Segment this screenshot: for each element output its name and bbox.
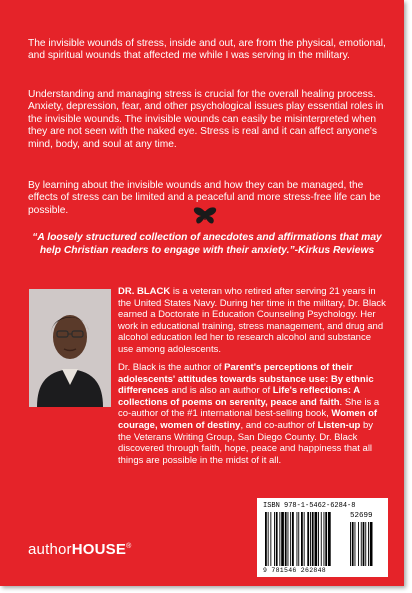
book-title-3: Women of courage, women of destiny	[118, 408, 378, 431]
price-code: 52699	[350, 512, 373, 520]
publisher-name-b: HOUSE	[71, 541, 127, 558]
isbn-number: ISBN 978-1-5462-6284-8	[263, 502, 356, 510]
synopsis-paragraph-3: By learning about the invisible wounds and how they can be managed, the effects of stress can be limited and a peaceful and more stress-free life can be possible.	[28, 180, 381, 216]
bio-text-e: by the Veterans Writing Group, San Diego County. Dr. Black discovered through faith, hope, peace and happiness that all things are possible in the midst of it all.	[118, 419, 374, 466]
bio-text-d: , and co-author of	[240, 419, 318, 431]
synopsis-paragraph-2: Understanding and managing stress is crucial for the overall healing process. Anxiety, depression, fear, and other psychological issues play essential roles in the invisible wounds. The invisible wounds can easily be misinterpreted when they are not seen with the naked eye. Stress is real and it can affect anyone's mind, body, and soul at any time.	[28, 89, 384, 150]
bio-text-c: . She is a co-author of the #1 international best-selling book,	[118, 396, 380, 420]
author-bio-paragraph-2	[118, 362, 386, 466]
synopsis-paragraph-1: The invisible wounds of stress, inside and out, are from the physical, emotional, and spiritual wounds that affected me while I was serving in the military.	[28, 38, 386, 62]
barcode-bars	[257, 498, 388, 577]
book-title-2: Life's reflections: A collections of poems on serenity, peace and faith	[118, 385, 360, 408]
author-photo	[29, 289, 111, 407]
butterfly-icon	[193, 207, 217, 225]
author-bio-text: is a veteran who retired after serving 21 years in the United States Navy. During her time in the military, Dr. Black earned a Doctorate in Education Counseling Psychology. Her work in educational training, stress management, and drug and alcohol education led her to research alcohol and substance use among adolescents.	[118, 286, 386, 355]
barcode-digits: 9 781546 262848	[263, 567, 327, 574]
isbn-barcode	[257, 498, 388, 577]
registered-mark: ®	[126, 543, 132, 550]
bio-text-b: and is also an author of	[168, 385, 273, 397]
author-name: DR. BLACK	[118, 286, 171, 297]
review-quote: “A loosely structured collection of anecdotes and affirmations that may help Christian readers to engage with their anxiety.”-Kirkus Reviews	[32, 232, 382, 256]
publisher-logo	[28, 541, 131, 558]
author-bio-paragraph-1	[118, 286, 386, 356]
bio-text-a: Dr. Black is the author of	[118, 362, 225, 373]
book-title-4: Listen-up	[317, 419, 361, 431]
book-title-1: Parent's perceptions of their adolescents' attitudes towards substance use: By ethnic differences	[118, 362, 374, 397]
publisher-name-a: author	[28, 541, 72, 558]
